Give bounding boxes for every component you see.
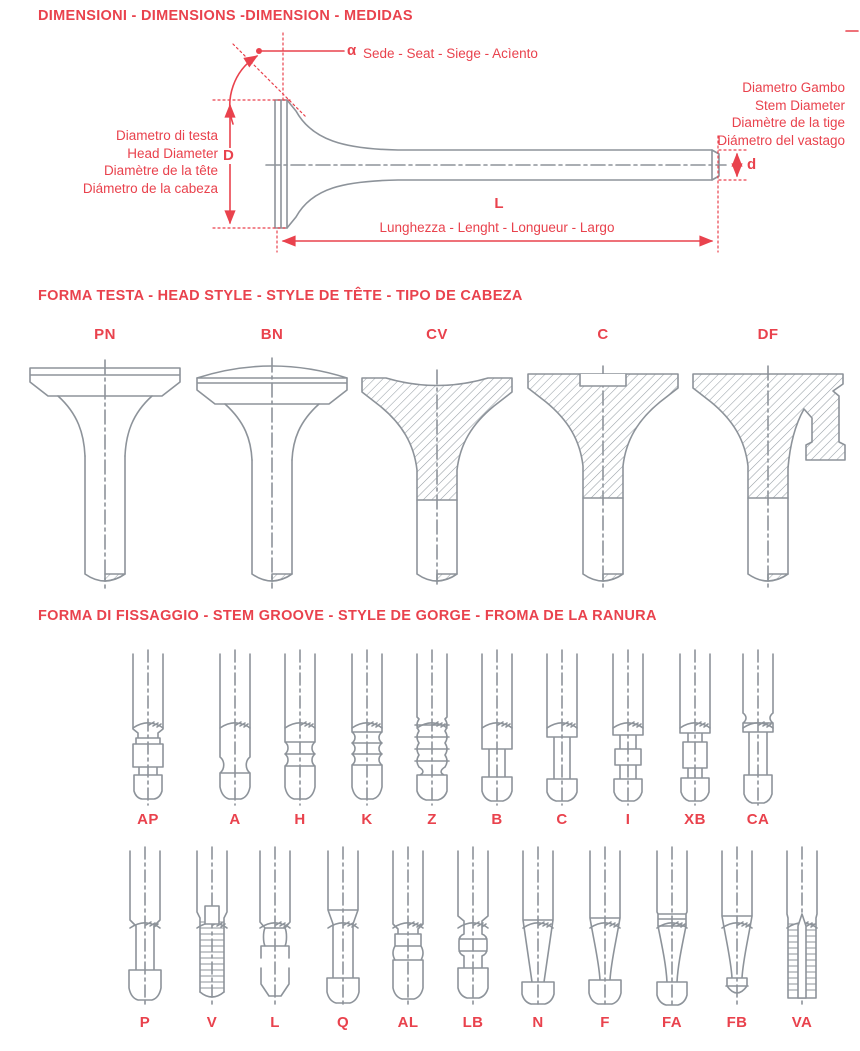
stem-figure-a [203, 645, 267, 828]
stem-ca-icon [726, 645, 790, 807]
stem-al-icon [376, 842, 440, 1010]
stem-fa-icon [640, 842, 704, 1010]
stem-i-icon [596, 645, 660, 807]
seat-label: Sede - Seat - Siege - Acìento [363, 46, 538, 61]
stem-groove-label: Q [336, 1014, 350, 1031]
head-style-figure-df [685, 326, 851, 593]
stem-figure-c [530, 645, 594, 828]
stem-xb-icon [663, 645, 727, 807]
head-pn-icon [22, 348, 188, 593]
stem-a-icon [203, 645, 267, 807]
stem-groove-label: I [625, 811, 631, 828]
head-bn-icon [189, 348, 355, 593]
head-style-figure-pn [22, 326, 188, 593]
head-style-figure-bn [189, 326, 355, 593]
stem-groove-label: Z [427, 811, 437, 828]
stem-groove-row-2 [0, 842, 860, 1036]
head-df-icon [685, 348, 851, 593]
stem-z-icon [400, 645, 464, 807]
stem-k-icon [335, 645, 399, 807]
head-style-label: C [597, 326, 609, 343]
head-style-label: BN [260, 326, 284, 343]
stem-figure-v [180, 842, 244, 1031]
length-symbol: L [494, 195, 504, 212]
stem-va-icon [770, 842, 834, 1010]
stem-lb-icon [441, 842, 505, 1010]
stem-v-icon [180, 842, 244, 1010]
stem-diameter-symbol: d [747, 156, 757, 173]
stem-groove-label: F [600, 1014, 610, 1031]
head-style-label: CV [426, 326, 448, 343]
stem-figure-lb [441, 842, 505, 1031]
head-c-icon [520, 348, 686, 593]
stem-groove-label: H [294, 811, 306, 828]
stem-figure-ca [726, 645, 790, 828]
stem-figure-h [268, 645, 332, 828]
stem-figure-f [573, 842, 637, 1031]
stem-b-icon [465, 645, 529, 807]
stem-figure-xb [663, 645, 727, 828]
stem-c-icon [530, 645, 594, 807]
stem-figure-k [335, 645, 399, 828]
stem-fb-icon [705, 842, 769, 1010]
head-style-section-title: FORMA TESTA - HEAD STYLE - STYLE DE TÊTE - TIPO DE CABEZA [38, 288, 523, 304]
length-label: Lunghezza - Lenght - Longueur - Largo [379, 220, 615, 235]
stem-figure-q [311, 842, 375, 1031]
head-diameter-label: Diametro di testa Head Diameter Diamètre de la tête Diámetro de la cabeza [82, 128, 218, 196]
stem-groove-label: VA [791, 1014, 813, 1031]
stem-groove-label: V [206, 1014, 218, 1031]
stem-figure-ap [116, 645, 180, 828]
head-style-figure-cv [354, 326, 520, 593]
stem-figure-i [596, 645, 660, 828]
stem-figure-fa [640, 842, 704, 1031]
head-cv-icon [354, 348, 520, 593]
stem-figure-al [376, 842, 440, 1031]
stem-groove-label: FA [662, 1014, 682, 1031]
stem-groove-label: B [491, 811, 503, 828]
stem-figure-va [770, 842, 834, 1031]
alpha-angle-symbol: α [347, 42, 357, 59]
head-diameter-symbol: D [223, 147, 234, 164]
head-style-row [0, 326, 860, 594]
stem-groove-label: L [270, 1014, 280, 1031]
stem-figure-p [113, 842, 177, 1031]
stem-figure-fb [705, 842, 769, 1031]
stem-diameter-label: Diametro Gambo Stem Diameter Diamètre de la tige Diámetro del vastago [717, 80, 845, 148]
stem-figure-z [400, 645, 464, 828]
stem-groove-label: AP [137, 811, 159, 828]
stem-l-icon [243, 842, 307, 1010]
stem-h-icon [268, 645, 332, 807]
stem-groove-label: A [229, 811, 241, 828]
stem-groove-label: CA [746, 811, 770, 828]
stem-ap-icon [116, 645, 180, 807]
head-style-figure-c [520, 326, 686, 593]
head-style-label: DF [757, 326, 779, 343]
stem-groove-label: LB [462, 1014, 484, 1031]
stem-figure-l [243, 842, 307, 1031]
stem-n-icon [506, 842, 570, 1010]
stem-figure-b [465, 645, 529, 828]
head-style-label: PN [94, 326, 116, 343]
stem-q-icon [311, 842, 375, 1010]
stem-p-icon [113, 842, 177, 1010]
stem-figure-n [506, 842, 570, 1031]
stem-groove-label: C [556, 811, 568, 828]
stem-groove-label: N [532, 1014, 544, 1031]
stem-groove-label: FB [726, 1014, 748, 1031]
stem-groove-row-1 [0, 645, 860, 833]
stem-groove-label: AL [397, 1014, 419, 1031]
stem-f-icon [573, 842, 637, 1010]
dimensions-section-title: DIMENSIONI - DIMENSIONS -DIMENSION - MEDIDAS [38, 8, 413, 24]
stem-groove-label: P [139, 1014, 151, 1031]
stem-groove-label: XB [684, 811, 706, 828]
stem-groove-label: K [361, 811, 373, 828]
stem-groove-section-title: FORMA DI FISSAGGIO - STEM GROOVE - STYLE DE GORGE - FROMA DE LA RANURA [38, 608, 657, 624]
